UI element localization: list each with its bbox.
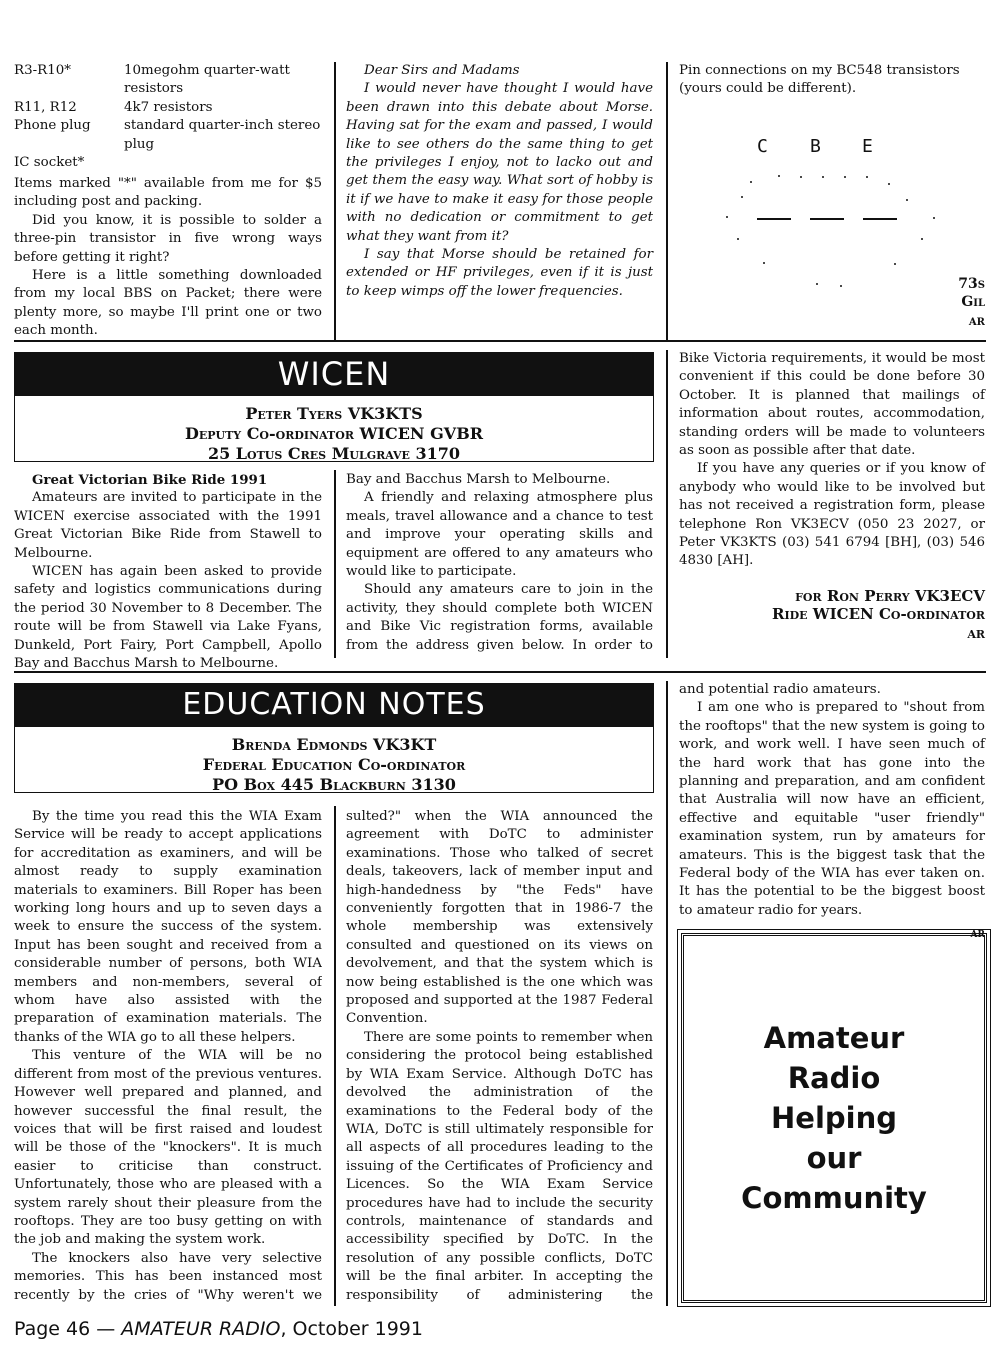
paragraph: This venture of the WIA will be no different from most of the previous ventures. However well prepared and planned, and however successful the final result, the voices that will be first raised and loudest will be those of the "knockers". It is much easier to criticise than construct. Unfortunately, those who are pleased with a system rarely shout their pleasure from the rooftops. They are too busy getting on with the job and making the system work. <box>14 1048 322 1248</box>
paragraph: I am one who is prepared to "shout from the rooftops" that the new system is going to work, and work well. I have seen much of the hard work that has gone into the planning and preparation, and am confident that Australia will now have an efficient, effective and equitable "user friendly" examination system, run by amateurs for amateurs. This is the biggest task that the Federal body of the WIA has ever taken on. It has the potential to be the biggest boost to amateur radio for years. <box>679 700 985 918</box>
author-address: 25 Lotus Cres Mulgrave 3170 <box>207 444 461 463</box>
letter-salutation: Dear Sirs and Madams <box>364 63 520 78</box>
wicen-col-1 <box>14 471 322 673</box>
education-byline <box>14 727 654 793</box>
paragraph: If you have any queries or if you know of anybody who would like to be involved but has not received a registration form, please telephone Ron VK3ECV (050 23 2027, or Peter VK3KTS (03) 541 6794 [BH], (03) 546 4830 [AH]. <box>679 461 985 569</box>
sign-off: 73s <box>958 276 985 292</box>
education-col-1 <box>14 808 322 1306</box>
ad-line: Radio <box>787 1061 881 1095</box>
part-ref: Phone plug <box>14 118 91 134</box>
part-desc: 4k7 resistors <box>124 99 213 115</box>
education-title-bar: EDUCATION NOTES <box>14 683 654 727</box>
paragraph: Did you know, it is possible to solder a three-pin transistor in five wrong ways before getting it right? <box>14 212 322 265</box>
author-name: Brenda Edmonds VK3KT <box>231 735 437 754</box>
pin-caption: Pin connections on my BC548 transistors (yours could be different). <box>679 63 960 97</box>
paragraph: I would never have thought I would have been drawn into this debate about Morse. Having sat for the exam and passed, I would like to see others do the same thing to get the privileges I enjoy, not to lacko out and get them the easy way. What sort of hobby is it if we have to make it easy for those people with no dedication or commitment to get what they want from it? <box>346 81 653 244</box>
parts-row <box>14 62 324 99</box>
education-col-3 <box>679 681 985 943</box>
parts-row <box>14 154 324 172</box>
signer-name: Gil <box>961 294 985 311</box>
paragraph: There are some points to remember when considering the protocol being established by WIA Exam Service. Although DoTC has devolved the administration of the examinations to the Federal body of the WIA, DoTC is still ultimately responsible for all aspects of all procedures leading to the issuing of the Certificates of Proficiency and Licences. So the WIA Exam Service procedures have had to include the security controls, maintenance of standards and accessibility specified by DoTC. In the resolution of any possible conflicts, DoTC will be the final arbiter. In accepting the responsibility of administering the <box>346 1029 653 1303</box>
ad-line: our <box>806 1141 862 1175</box>
issue-date: , October 1991 <box>280 1318 423 1340</box>
end-mark: ar <box>967 623 985 642</box>
wicen-title-bar: WICEN <box>14 352 654 396</box>
paragraph: WICEN has again been asked to provide safety and logistics communications during the period 30 November to 8 December. The route will be from Stawell via Lake Fyans, Dunkeld, Port Fairy, Port Campbell, Apollo Bay and Bacchus Marsh to Melbourne. <box>14 564 322 672</box>
part-desc: 10megohm quarter-watt resistors <box>124 63 290 97</box>
paragraph: Amateurs are invited to participate in the WICEN exercise associated with the 1991 Great Victorian Bike Ride from Stawell to Melbourne. <box>14 490 322 561</box>
wicen-col-2 <box>346 471 653 655</box>
signer-role: Ride WICEN Co-ordinator <box>772 605 985 624</box>
author-address: PO Box 445 Blackburn 3130 <box>212 775 456 794</box>
pin-label: C <box>757 136 768 157</box>
paragraph: Here is a little something downloaded from my local BBS on Packet; there were plenty more, so maybe I'll print one or two each month. <box>14 268 322 339</box>
author-role: Federal Education Co-ordinator <box>202 755 466 774</box>
page-number: Page 46 — <box>14 1318 122 1340</box>
pin-label: B <box>810 136 821 157</box>
magazine-name: AMATEUR RADIO <box>121 1318 281 1340</box>
paragraph: By the time you read this the WIA Exam Service will be ready to accept applications for accreditation as examiners, and will be almost ready to supply examination materials to examiners. Bill Roper has been working long hours and up to seven days a week to ensure the success of the system. Input has been sought and received from a considerable number of persons, both WIA members and non-members, several of whom have also assisted with the preparation of examination materials. The thanks of the WIA go to all these helpers. <box>14 809 322 1045</box>
part-ref: R3-R10* <box>14 63 71 78</box>
parts-row <box>14 99 324 117</box>
part-ref: R11, R12 <box>14 99 77 115</box>
ad-line: Helping <box>771 1101 897 1135</box>
author-name: Peter Tyers VK3KTS <box>245 404 423 423</box>
parts-row <box>14 117 324 154</box>
part-desc: standard quarter-inch stereo plug <box>124 118 321 152</box>
end-mark: ar <box>970 925 985 942</box>
paragraph: The knockers also have very selective memories. This has been instanced most recently by the cries of "Why weren't we <box>14 1250 322 1303</box>
ad-line: Amateur <box>763 1021 905 1055</box>
education-col-2 <box>346 808 653 1306</box>
availability-note: Items marked "*" available from me for $5 including post and packing. <box>14 176 322 210</box>
paragraph-continued: and potential radio amateurs. <box>679 682 881 697</box>
part-ref: IC socket* <box>14 155 85 171</box>
paragraph: I say that Morse should be retained for extended or HF privileges, even if it is just to keep wimps off the lower frequencies. <box>346 247 653 299</box>
paragraph-continued: Bike Victoria requirements, it would be most convenient if this could be done before 30 October. It is planned that mailings of information about routes, accommodation, standing orders will be made to volunteers as soon as possible after that date. <box>679 351 985 459</box>
community-ad-box <box>681 933 987 1303</box>
wicen-col-3 <box>679 350 985 642</box>
page-footer <box>14 1318 423 1340</box>
signer-name: for Ron Perry VK3ECV <box>795 586 985 605</box>
parts-list <box>14 62 324 172</box>
paragraph: A friendly and relaxing atmosphere plus meals, travel allowance and a chance to test and improve your operating skills and equipment are offered to any amateurs who would like to participate. <box>346 490 653 580</box>
ad-line: Community <box>741 1181 927 1215</box>
paragraph: Should any amateurs care to join in the activity, they should complete both WICEN and Bike Vic registration forms, available from the address given below. In order to <box>346 582 653 653</box>
subheading: Great Victorian Bike Ride 1991 <box>32 472 268 488</box>
author-role: Deputy Co-ordinator WICEN GVBR <box>184 424 484 443</box>
top-left-text <box>14 175 322 341</box>
wicen-byline <box>14 396 654 462</box>
letter-signature <box>900 275 985 330</box>
paragraph-continued: Bay and Bacchus Marsh to Melbourne. <box>346 472 611 487</box>
paragraph-continued: sulted?" when the WIA announced the agreement with DoTC to administer examinations. Those who talked of secret deals, takeovers, lack of member input and high-handedness by "the Feds" have conveniently forgotten that in 1986-7 the whole membership was extensively consulted and questioned on its views on devolvement, and that the system which is now being established is the one which was proposed and supported at the 1987 Federal Convention. <box>346 809 653 1027</box>
end-mark: ar <box>968 312 985 329</box>
pin-label: E <box>862 136 873 157</box>
letter <box>346 62 653 301</box>
